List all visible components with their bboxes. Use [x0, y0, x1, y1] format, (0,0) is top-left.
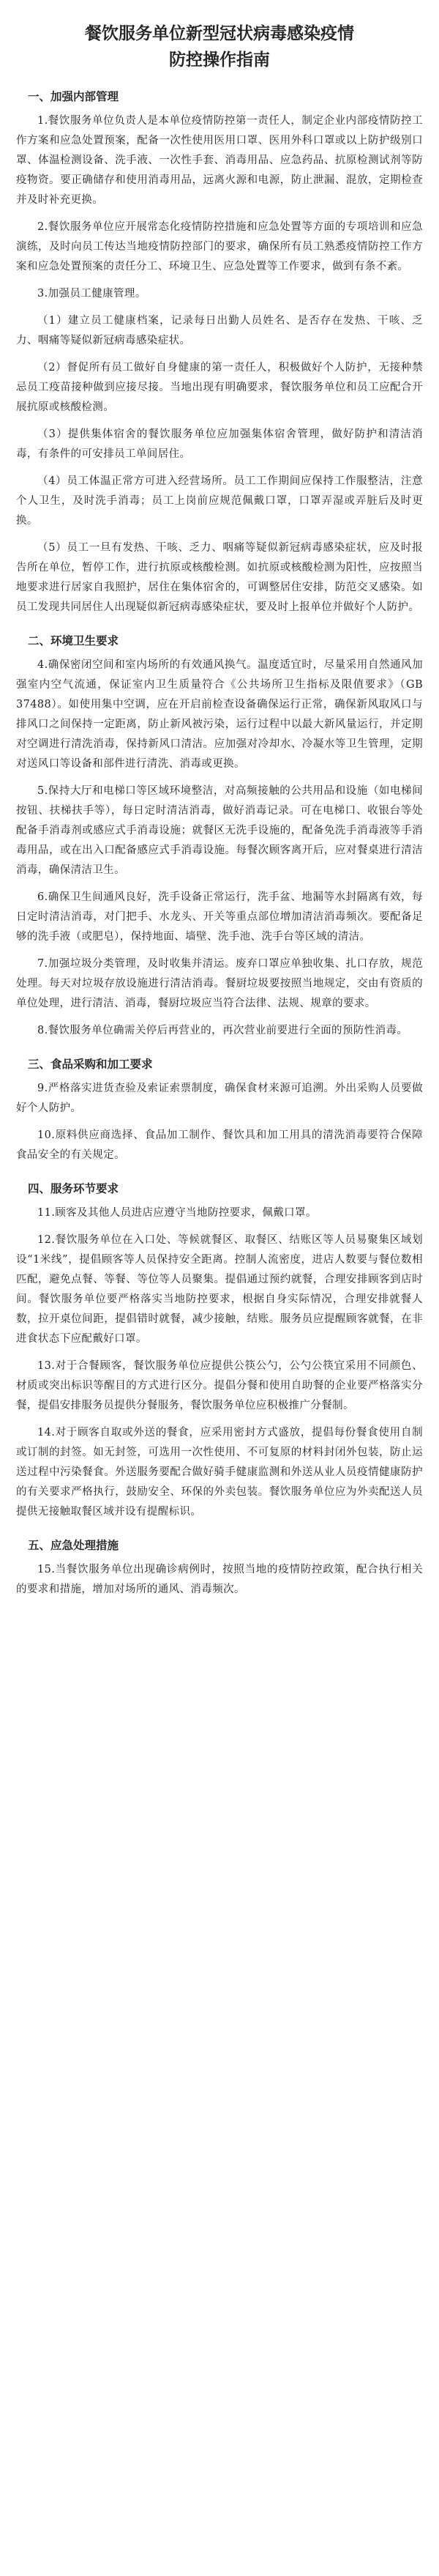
paragraph: 1.餐饮服务单位负责人是本单位疫情防控第一责任人，制定企业内部疫情防控工作方案和应急处置预案，配备一次性使用医用口罩、医用外科口罩或以上防护级别口罩、体温检测设备、洗手液、一次性手套、消毒用品、应急药品、抗原检测试剂等防疫物资。要正确储存和使用消毒用品，远离火源和电源，防止泄漏、混放，定期检查并及时补充更换。 — [16, 115, 423, 206]
paragraph: （3）提供集体宿舍的餐饮服务单位应加强集体宿舍管理，做好防护和清洁消毒，有条件的可安排员工单间居住。 — [16, 428, 423, 460]
paragraph: 2.餐饮服务单位应开展常态化疫情防控措施和应急处置等方面的专项培训和应急演练，及时向员工传达当地疫情防控部门的要求，确保所有员工熟悉疫情防控工作方案和应急处置预案的责任分工、环境卫生、应急处置等工作要求，做到有条不紊。 — [16, 221, 423, 272]
paragraph: 12.餐饮服务单位在入口处、等候就餐区、取餐区、结账区等人员易聚集区域划设“1米线”，提倡顾客等人员保持安全距离。控制人流密度，进店人数要与餐位数相匹配，避免点餐、等餐、等位等人员聚集。提倡通过预约就餐，合理安排顾客到店时间。餐饮服务单位要严格落实当地防控要求，根据自身实际情况，合理安排就餐人数，拉开桌位间距，提倡错时就餐，减少接触，结账。服务员应提醒顾客就餐，在非进食状态下应配戴好口罩。 — [16, 1234, 423, 1345]
paragraph: 7.加强垃圾分类管理，及时收集并清运。废弃口罩应单独收集、扎口存放，规范处理。每天对垃圾存放设施进行清洁消毒。餐厨垃圾要按照当地规定，交由有资质的单位处理，进行清洁、消毒，餐厨垃圾应当符合法律、法规、规章的要求。 — [16, 958, 423, 1009]
section-heading: 二、环境卫生要求 — [28, 634, 119, 647]
paragraph: 11.顾客及其他人员进店应遵守当地防控要求，佩戴口罩。 — [37, 1207, 317, 1219]
paragraph: 9.严格落实进货查验及索证索票制度，确保食材来源可追溯。外出采购人员要做好个人防护。 — [16, 1083, 423, 1114]
title-line-1: 餐饮服务单位新型冠状病毒感染疫情 — [85, 24, 354, 43]
sections-container — [16, 86, 423, 1600]
paragraph: （4）员工体温正常方可进入经营场所。员工工作期间应保持工作服整洁，注意个人卫生，及时洗手消毒；员工上岗前应规范佩戴口罩，口罩弄湿或弄脏后及时更换。 — [16, 475, 423, 527]
paragraph: 8.餐饮服务单位确需关停后再营业的，再次营业前要进行全面的预防性消毒。 — [37, 1025, 408, 1036]
paragraph: 5.保持大厅和电梯口等区域环境整洁，对高频接触的公共用品和设施（如电梯间按钮、扶梯扶手等），每日定时清洁消毒，做好消毒记录。可在电梯口、收银台等处配备手消毒剂或感应式手消毒设施；就餐区无洗手设施的，配备免洗手消毒液等手消毒用品，或在出入口配备感应式手消毒设施。每餐次顾客离开后，应对餐桌进行清洁消毒，确保清洁卫生。 — [16, 785, 423, 876]
paragraph: 15.当餐饮服务单位出现确诊病例时，按照当地的疫情防控政策，配合执行相关的要求和措施，增加对场所的通风、消毒频次。 — [16, 1564, 423, 1595]
paragraph: 13.对于合餐顾客，餐饮服务单位应提供公筷公勺，公勺公筷宜采用不同颜色、材质或突出标识等醒目的方式进行区分。提倡分餐和使用自助餐的企业要严格落实分餐，提倡安排服务员提供分餐服务，餐饮服务单位应积极推广分餐制。 — [16, 1360, 423, 1411]
paragraph: 6.确保卫生间通风良好，洗手设备正常运行，洗手盆、地漏等水封隔离有效，每日定时清洁消毒，对门把手、水龙头、开关等重点部位增加清洁消毒频次。要配备足够的洗手液（或肥皂），保持地面、墙壁、洗手池、洗手台等区域的清洁。 — [16, 891, 423, 943]
paragraph: （1）建立员工健康档案，记录每日出勤人员姓名、是否存在发热、干咳、乏力、咽痛等疑似新冠病毒感染症状。 — [16, 315, 423, 346]
section-heading: 四、服务环节要求 — [28, 1182, 119, 1195]
section-heading: 五、应急处理措施 — [28, 1539, 119, 1552]
document-title — [16, 21, 423, 73]
paragraph: 4.确保密闭空间和室内场所的有效通风换气。温度适宜时，尽量采用自然通风加强室内空气流通，保证室内卫生质量符合《公共场所卫生指标及限值要求》（GB 37488）。如使用集中空调，应在开启前检查设备确保运行正常，确保新风取风口与排风口之间保持一定距离，防止新风被污染，运行过程中以最大新风量运行，并定期对空调进行清洗消毒，保持新风口清洁。应加强对冷却水、冷凝水等卫生管理，定期对送风口等设备和部件进行清洗、消毒或更换。 — [16, 659, 423, 770]
paragraph: 10.原料供应商选择、食品加工制作、餐饮具和加工用具的清洗消毒要符合保障食品安全的有关规定。 — [16, 1129, 423, 1161]
paragraph: （2）督促所有员工做好自身健康的第一责任人，积极做好个人防护，无接种禁忌员工疫苗接种做到应接尽接。当地出现有明确要求，餐饮服务单位和员工应配合开展抗原或核酸检测。 — [16, 362, 423, 413]
paragraph: （5）员工一旦有发热、干咳、乏力、咽痛等疑似新冠病毒感染症状，应及时报告所在单位，暂停工作，进行抗原或核酸检测。如抗原或核酸检测为阳性，应按照当地要求进行居家自我照护，居住在集体宿舍的，可调整居住安排，防范交叉感染。如员工发现共同居住人出现疑似新冠病毒感染症状，要及时上报单位并做好个人防护。 — [16, 542, 423, 613]
paragraph: 3.加强员工健康管理。 — [37, 288, 146, 300]
paragraph: 14.对于顾客自取或外送的餐食，应采用密封方式盛放，提倡每份餐食使用自制或订制的封签。如无封签，可选用一次性使用、不可复原的材料封闭外包装，防止运送过程中污染餐食。外送服务要配合做好骑手健康监测和外送从业人员疫情健康防护的有关要求严格执行，鼓励安全、环保的外卖包装。餐饮服务单位应为外卖配送人员提供无接触取餐区域并设有提醒标识。 — [16, 1427, 423, 1518]
title-line-2: 防控操作指南 — [169, 51, 270, 70]
section-heading: 三、食品采购和加工要求 — [28, 1058, 153, 1071]
section-heading: 一、加强内部管理 — [28, 90, 119, 103]
